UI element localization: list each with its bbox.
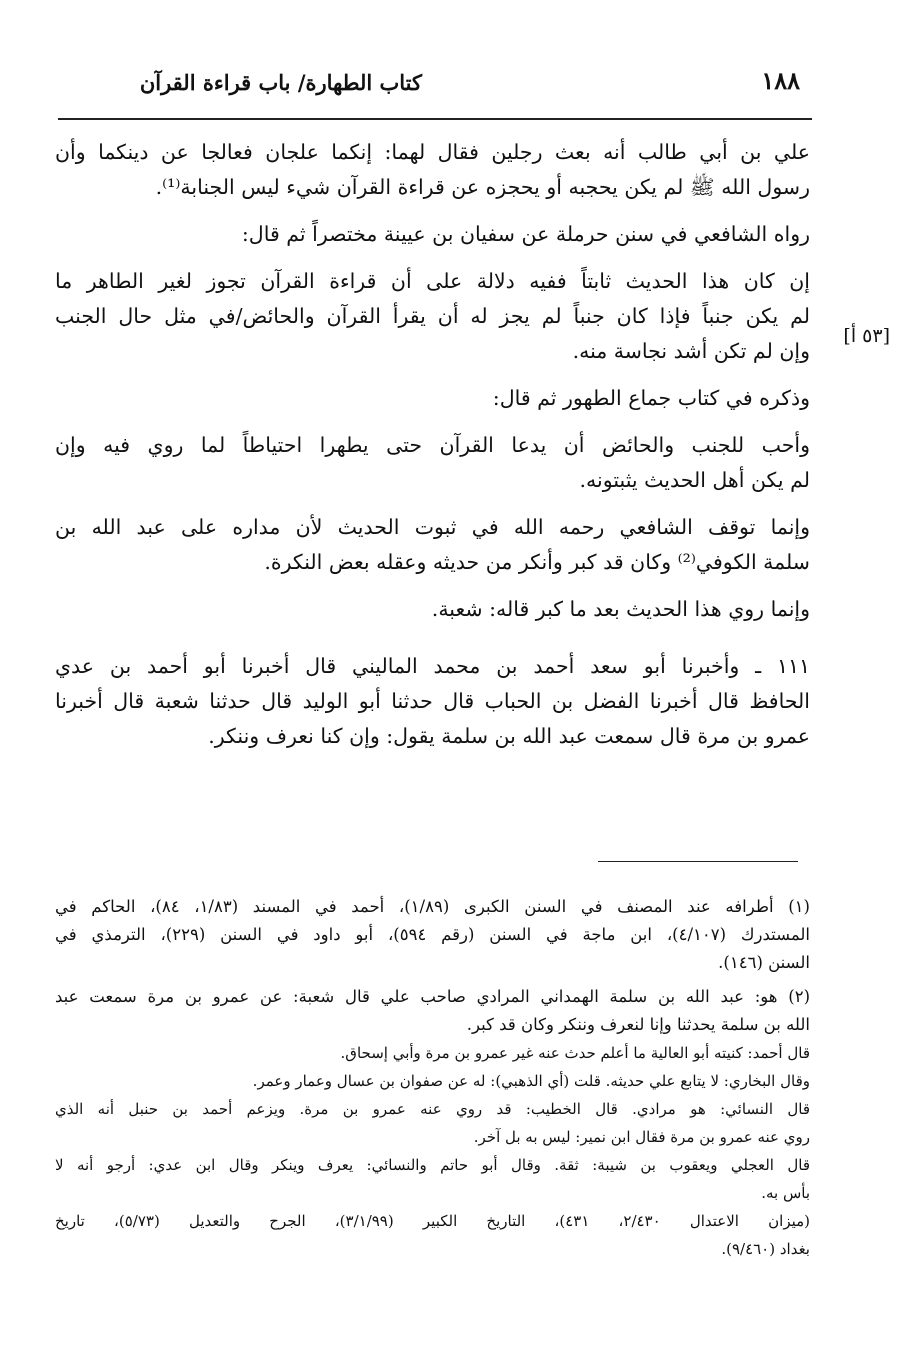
- paragraph: [55, 264, 810, 369]
- paragraph: [55, 381, 810, 416]
- footnote-line: السنن (١٤٦).: [718, 953, 810, 972]
- footnote: [55, 893, 810, 977]
- footnote-details: [55, 1039, 810, 1263]
- text-line: عمرو بن مرة قال سمعت عبد الله بن سلمة يقول: وإن كنا نعرف وننكر.: [208, 724, 810, 748]
- text-line: لم يكن جنباً فإذا كان جنباً لم يجز له أن يقرأ القرآن والحائض/في مثل حال الجنب: [55, 304, 810, 328]
- paragraph: [55, 510, 810, 580]
- main-text: [55, 135, 810, 754]
- paragraph: [55, 428, 810, 498]
- text-line: وذكره في كتاب جماع الطهور ثم قال:: [492, 386, 810, 410]
- text-line: رسول الله ﷺ لم يكن يحجبه أو يحجزه عن قراءة القرآن شيء ليس الجنابة⁽¹⁾.: [155, 175, 810, 199]
- running-header-title: كتاب الطهارة/ باب قراءة القرآن: [139, 70, 422, 95]
- header-divider: [58, 118, 812, 120]
- paragraph: [55, 217, 810, 252]
- text-line: لم يكن أهل الحديث يثبتونه.: [579, 468, 810, 492]
- footnote-line: روي عنه عمرو بن مرة فقال ابن نمير: ليس به بل آخر.: [473, 1128, 810, 1146]
- footnote-line: بأس به.: [761, 1184, 810, 1202]
- footnote-line: قال أحمد: كنيته أبو العالية ما أعلم حدث عنه غير عمرو بن مرة وأبي إسحاق.: [340, 1044, 810, 1062]
- text-line: علي بن أبي طالب أنه بعث رجلين فقال لهما: إنكما علجان فعالجا عن دينكما وأن: [55, 140, 810, 164]
- footnotes: [55, 893, 810, 1263]
- text-line: الحافظ قال أخبرنا الفضل بن الحباب قال حدثنا أبو الوليد قال حدثنا شعبة قال أخبرنا: [55, 689, 810, 713]
- footnote-line: وقال البخاري: لا يتابع علي حديثه. قلت (أي الذهبي): له عن صفوان بن عسال وعمار وعمر.: [252, 1072, 810, 1090]
- text-line: وإنما روي هذا الحديث بعد ما كبر قاله: شعبة.: [431, 597, 810, 621]
- footnote-line: قال العجلي ويعقوب بن شيبة: ثقة. وقال أبو حاتم والنسائي: يعرف وينكر وقال ابن عدي: أرجو أنه لا: [55, 1156, 810, 1174]
- text-line: وإنما توقف الشافعي رحمه الله في ثبوت الحديث لأن مداره على عبد الله بن: [55, 515, 810, 539]
- hadith-paragraph: [55, 649, 810, 754]
- footnote-divider: [598, 861, 798, 862]
- text-line: سلمة الكوفي⁽²⁾ وكان قد كبر وأنكر من حديثه وعقله بعض النكرة.: [264, 550, 810, 574]
- text-line: رواه الشافعي في سنن حرملة عن سفيان بن عيينة مختصراً ثم قال:: [241, 222, 810, 246]
- paragraph: [55, 592, 810, 627]
- footnote-line: قال النسائي: هو مرادي. قال الخطيب: قد روي عنه عمرو بن مرة. ويزعم أحمد بن حنبل أنه الذي: [55, 1100, 810, 1118]
- text-line: ١١١ ـ وأخبرنا أبو سعد أحمد بن محمد الماليني قال أخبرنا أبو أحمد بن عدي: [55, 654, 810, 678]
- footnote-line: بغداد (٩/٤٦٠).: [721, 1240, 810, 1258]
- text-line: وإن لم تكن أشد نجاسة منه.: [572, 339, 810, 363]
- footnote-line: المستدرك (٤/١٠٧)، ابن ماجة في السنن (رقم ٥٩٤)، أبو داود في السنن (٢٢٩)، الترمذي في: [55, 925, 810, 944]
- manuscript-folio-note: [٥٣ أ]: [843, 325, 890, 347]
- footnote-line: الله بن سلمة يحدثنا وإنا لنعرف وننكر وكان قد كبر.: [466, 1015, 810, 1034]
- footnote-line: (٢) هو: عبد الله بن سلمة الهمداني المرادي صاحب علي قال شعبة: عن عمرو بن مرة سمعت عبد: [55, 987, 810, 1006]
- text-line: إن كان هذا الحديث ثابتاً ففيه دلالة على أن قراءة القرآن تجوز لغير الطاهر ما: [55, 269, 810, 293]
- footnote-line: (ميزان الاعتدال ٢/٤٣٠، ٤٣١)، التاريخ الكبير (٣/١/٩٩)، الجرح والتعديل (٥/٧٣)، تاريخ: [55, 1212, 810, 1230]
- footnote: [55, 983, 810, 1039]
- paragraph: [55, 135, 810, 205]
- page-number: ١٨٨: [761, 66, 800, 95]
- text-line: وأحب للجنب والحائض أن يدعا القرآن حتى يطهرا احتياطاً لما روي فيه وإن: [55, 433, 810, 457]
- footnote-line: (١) أطرافه عند المصنف في السنن الكبرى (١/٨٩)، أحمد في المسند (١/٨٣، ٨٤)، الحاكم في: [55, 897, 810, 916]
